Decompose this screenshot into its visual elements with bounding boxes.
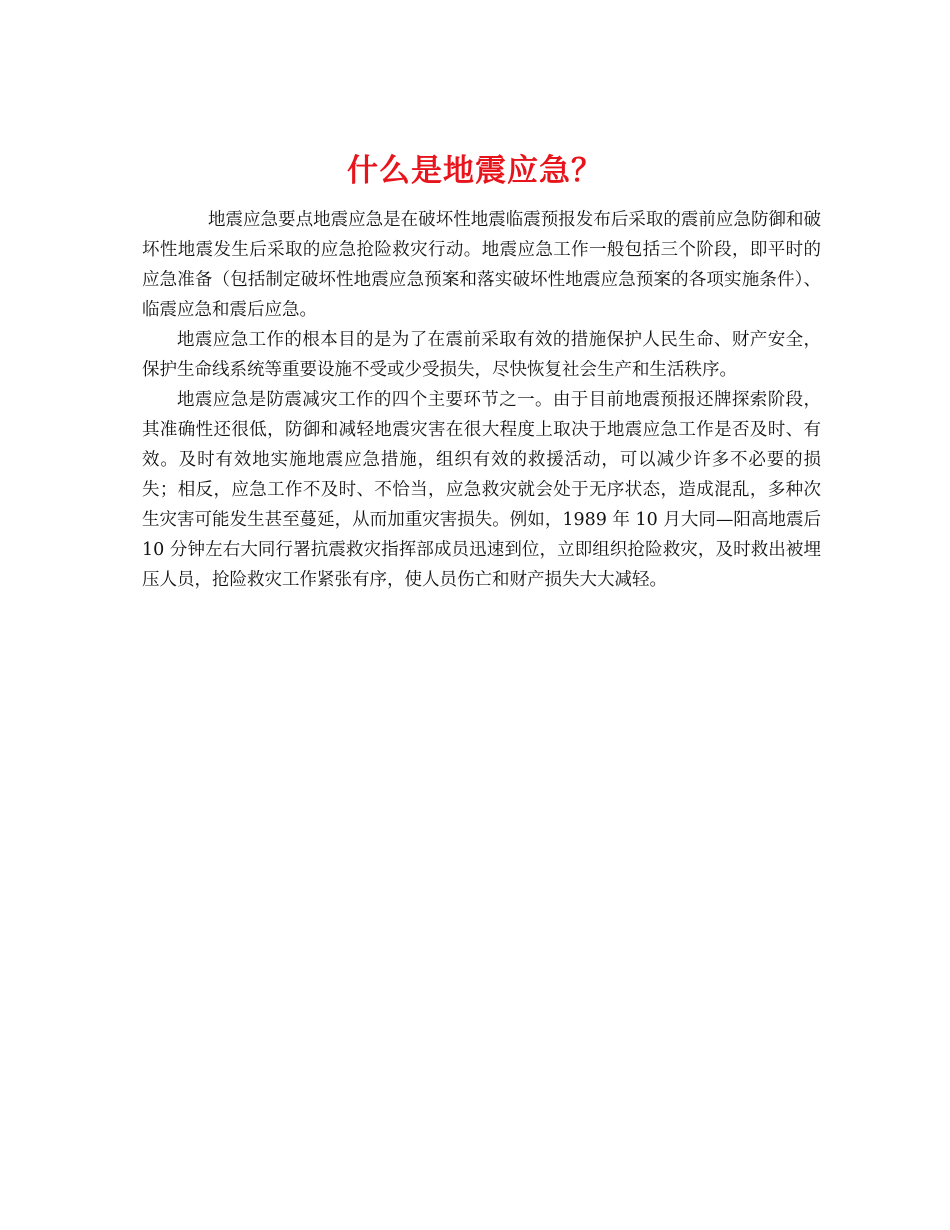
paragraph-2: 地震应急工作的根本目的是为了在震前采取有效的措施保护人民生命、财产安全，保护生命线系统等重要设施不受或少受损失，尽快恢复社会生产和生活秩序。 xyxy=(142,330,821,380)
document-title: 什么是地震应急？ xyxy=(347,152,603,189)
document-body xyxy=(142,205,821,595)
paragraph-1: 地震应急要点地震应急是在破坏性地震临震预报发布后采取的震前应急防御和破坏性地震发生后采取的应急抢险救灾行动。地震应急工作一般包括三个阶段，即平时的应急准备（包括制定破坏性地震应急预案和落实破坏性地震应急预案的各项实施条件）、临震应急和震后应急。 xyxy=(142,210,821,320)
paragraph-3: 地震应急是防震减灾工作的四个主要环节之一。由于目前地震预报还牌探索阶段，其准确性还很低，防御和减轻地震灾害在很大程度上取决于地震应急工作是否及时、有效。及时有效地实施地震应急措施，组织有效的救援活动，可以减少许多不必要的损失；相反，应急工作不及时、不恰当，应急救灾就会处于无序状态，造成混乱，多种次生灾害可能发生甚至蔓延，从而加重灾害损失。例如，1989 年 10 月大同—阳高地震后 10 分钟左右大同行署抗震救灾指挥部成员迅速到位，立即组织抢险救灾，及时救出被埋压人员，抢险救灾工作紧张有序，使人员伤亡和财产损失大大减轻。 xyxy=(142,390,821,590)
